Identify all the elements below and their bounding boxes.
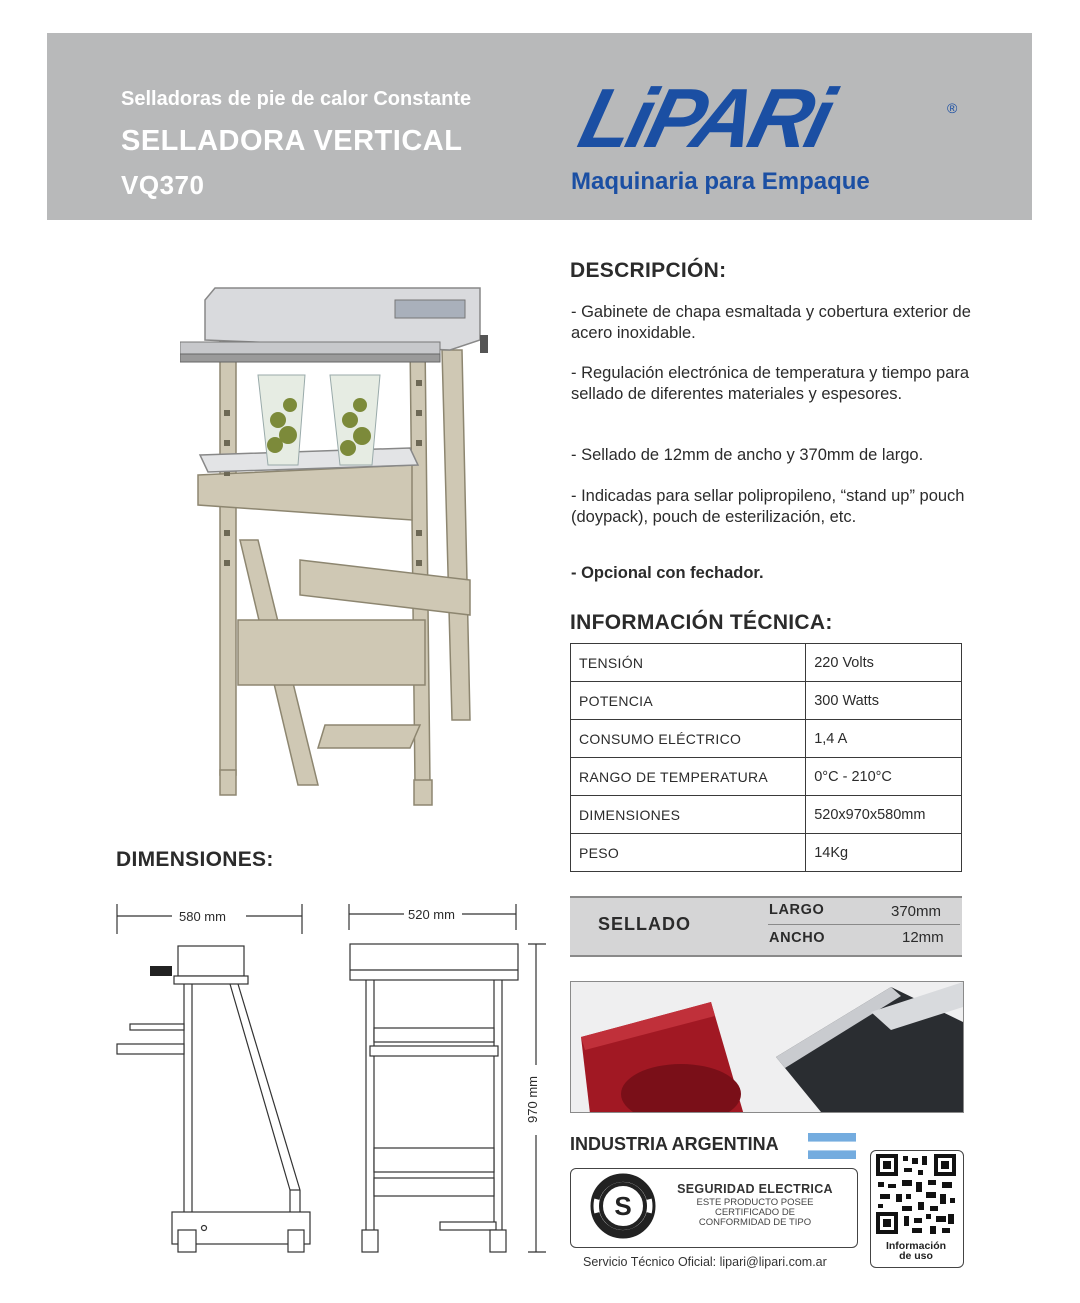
header-title: SELLADORA VERTICAL bbox=[121, 125, 463, 157]
front-width-label: 520 mm bbox=[404, 907, 459, 922]
table-row bbox=[571, 758, 962, 796]
table-row bbox=[571, 796, 962, 834]
table-row bbox=[571, 644, 962, 682]
table-row bbox=[571, 834, 962, 872]
description-item: - Gabinete de chapa esmaltada y cobertura exterior de acero inoxidable. bbox=[571, 303, 971, 342]
tech-label: DIMENSIONES bbox=[571, 796, 806, 834]
cert-line: ESTE PRODUCTO POSEE bbox=[696, 1197, 814, 1208]
header-subtitle: Selladoras de pie de calor Constante bbox=[121, 88, 472, 110]
argentina-flag-icon bbox=[808, 1133, 856, 1159]
industria-argentina: INDUSTRIA ARGENTINA bbox=[570, 1134, 779, 1154]
tech-label: CONSUMO ELÉCTRICO bbox=[571, 720, 806, 758]
brand-tagline: Maquinaria para Empaque bbox=[571, 168, 870, 195]
largo-label: LARGO bbox=[769, 902, 825, 918]
tech-value: 14Kg bbox=[806, 834, 962, 872]
tech-value: 520x970x580mm bbox=[806, 796, 962, 834]
tech-value: 1,4 A bbox=[806, 720, 962, 758]
tech-value: 0°C - 210°C bbox=[806, 758, 962, 796]
seal-letter: S bbox=[614, 1191, 632, 1221]
qr-code-icon[interactable] bbox=[876, 1154, 956, 1234]
side-width-label: 580 mm bbox=[175, 909, 230, 924]
pouch-photo bbox=[570, 981, 964, 1113]
description-item: - Sellado de 12mm de ancho y 370mm de largo. bbox=[571, 446, 924, 464]
description-item: - Indicadas para sellar polipropileno, “stand up” pouch (doypack), pouch de esterilización, etc. bbox=[571, 487, 965, 526]
qr-caption bbox=[870, 1241, 962, 1261]
tech-label: PESO bbox=[571, 834, 806, 872]
tech-title: INFORMACIÓN TÉCNICA: bbox=[570, 611, 833, 634]
tech-label: POTENCIA bbox=[571, 682, 806, 720]
table-row bbox=[571, 720, 962, 758]
sellado-label: SELLADO bbox=[598, 914, 692, 934]
tech-value: 300 Watts bbox=[806, 682, 962, 720]
qr-caption-line: de uso bbox=[899, 1250, 933, 1262]
ancho-value: 12mm bbox=[902, 929, 944, 946]
tech-value: 220 Volts bbox=[806, 644, 962, 682]
height-label: 970 mm bbox=[525, 1072, 540, 1127]
description-optional: - Opcional con fechador. bbox=[571, 564, 764, 582]
registered-mark: ® bbox=[947, 100, 958, 116]
service-contact: Servicio Técnico Oficial: lipari@lipari.com.ar bbox=[583, 1255, 827, 1269]
cert-line: CONFORMIDAD DE TIPO bbox=[698, 1217, 812, 1228]
brand-logo: LiPARi bbox=[570, 71, 840, 165]
dimensions-title: DIMENSIONES: bbox=[116, 848, 274, 871]
safety-seal-icon bbox=[590, 1173, 656, 1239]
tech-table bbox=[570, 643, 962, 872]
header-model: VQ370 bbox=[121, 170, 205, 200]
description-item: - Regulación electrónica de temperatura y tiempo para sellado de diferentes materiales y espesores. bbox=[571, 364, 970, 403]
side-view-drawing bbox=[112, 900, 312, 1270]
sellado-divider bbox=[768, 924, 960, 925]
ancho-label: ANCHO bbox=[769, 930, 826, 946]
description-title: DESCRIPCIÓN: bbox=[570, 259, 727, 282]
qr-caption-line: Información bbox=[885, 1240, 947, 1252]
tech-label: TENSIÓN bbox=[571, 644, 806, 682]
table-row bbox=[571, 682, 962, 720]
largo-value: 370mm bbox=[891, 903, 942, 920]
cert-line: CERTIFICADO DE bbox=[714, 1207, 796, 1218]
cert-title: SEGURIDAD ELECTRICA bbox=[677, 1182, 833, 1196]
front-view-drawing bbox=[344, 900, 554, 1270]
tech-label: RANGO DE TEMPERATURA bbox=[571, 758, 806, 796]
machine-photo bbox=[180, 280, 500, 820]
